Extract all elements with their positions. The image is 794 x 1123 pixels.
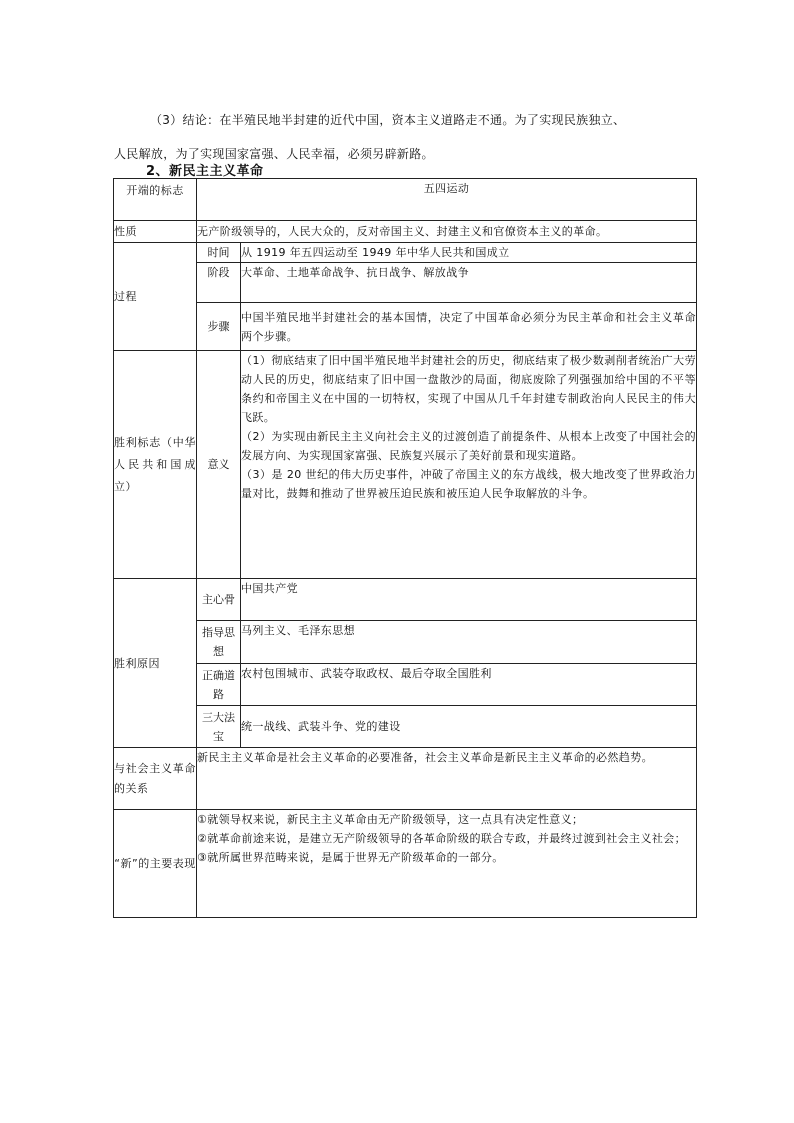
new-features-list (197, 810, 697, 918)
conclusion-line-2: 人民解放，为了实现国家富强、人民幸福，必须另辟新路。 (114, 147, 434, 161)
meaning-point-2: （2）为实现由新民主主义向社会主义的过渡创造了前提条件、从根本上改变了中国社会的发展方向、为实现国家富强、民族复兴展示了美好前景和现实道路。 (241, 430, 697, 462)
new-feature-1: ①就领导权来说，新民主主义革命由无产阶级领导，这一点具有决定性意义； (197, 813, 584, 826)
value-relation: 新民主主义革命是社会主义革命的必要准备，社会主义革命是新民主主义革命的必然趋势。 (197, 748, 697, 810)
row-reason-ideology (114, 621, 697, 664)
value-reason-core: 中国共产党 (241, 579, 697, 621)
label-start: 开端的标志 (114, 179, 197, 221)
row-reason-core (114, 579, 697, 621)
label-time: 时间 (197, 243, 241, 263)
label-relation: 与社会主义革命的关系 (114, 748, 197, 810)
value-start: 五四运动 (197, 179, 697, 221)
value-reason-ideology: 马列主义、毛泽东思想 (241, 621, 697, 664)
meaning-point-3: （3）是 20 世纪的伟大历史事件，冲破了帝国主义的东方战线，极大地改变了世界政治力量对比，鼓舞和推动了世界被压迫民族和被压迫人民争取解放的斗争。 (241, 468, 697, 500)
label-reason-path: 正确道路 (197, 664, 241, 706)
label-reason-core: 主心骨 (197, 579, 241, 621)
conclusion-line-1: （3）结论：在半殖民地半封建的近代中国，资本主义道路走不通。为了实现民族独立、 (150, 113, 626, 127)
meaning-points (241, 351, 697, 579)
row-new-features (114, 810, 697, 918)
value-steps: 中国半殖民地半封建社会的基本国情，决定了中国革命必须分为民主革命和社会主义革命两个步骤。 (241, 303, 697, 351)
label-new-features: “新”的主要表现 (114, 810, 197, 918)
row-victory-sign (114, 351, 697, 579)
label-meaning: 意义 (197, 351, 241, 579)
value-reason-magic: 统一战线、武装斗争、党的建设 (241, 706, 697, 748)
new-democratic-revolution-table (113, 178, 697, 918)
value-reason-path: 农村包围城市、武装夺取政权、最后夺取全国胜利 (241, 664, 697, 706)
row-relation (114, 748, 697, 810)
new-feature-3: ③就所属世界范畴来说，是属于世界无产阶级革命的一部分。 (197, 851, 504, 864)
label-steps: 步骤 (197, 303, 241, 351)
meaning-point-1: （1）彻底结束了旧中国半殖民地半封建社会的历史，彻底结束了极少数剥削者统治广大劳动人民的历史，彻底结束了旧中国一盘散沙的局面，彻底废除了列强强加给中国的不平等条约和帝国主义在中国的一切特权，实现了中国从几千年封建专制政治向人民民主的伟大飞跃。 (241, 354, 697, 424)
label-stage: 阶段 (197, 263, 241, 303)
label-reason-magic: 三大法宝 (197, 706, 241, 748)
label-reason-ideology: 指导思想 (197, 621, 241, 664)
row-start (114, 179, 697, 221)
row-process-stage (114, 263, 697, 303)
value-stage: 大革命、土地革命战争、抗日战争、解放战争 (241, 263, 697, 303)
row-process-time (114, 243, 697, 263)
value-time: 从 1919 年五四运动至 1949 年中华人民共和国成立 (241, 243, 697, 263)
section-title: 2、新民主主义革命 (146, 164, 264, 179)
label-process: 过程 (114, 243, 197, 351)
row-reason-magic (114, 706, 697, 748)
row-nature (114, 221, 697, 243)
new-feature-2: ②就革命前途来说，是建立无产阶级领导的各革命阶级的联合专政，并最终过渡到社会主义社会； (197, 832, 687, 845)
label-victory-sign: 胜利标志（中华人民共和国成立） (114, 351, 197, 579)
label-victory-reasons: 胜利原因 (114, 579, 197, 748)
value-nature: 无产阶级领导的，人民大众的，反对帝国主义、封建主义和官僚资本主义的革命。 (197, 221, 697, 243)
label-nature: 性质 (114, 221, 197, 243)
row-reason-path (114, 664, 697, 706)
row-process-steps (114, 303, 697, 351)
